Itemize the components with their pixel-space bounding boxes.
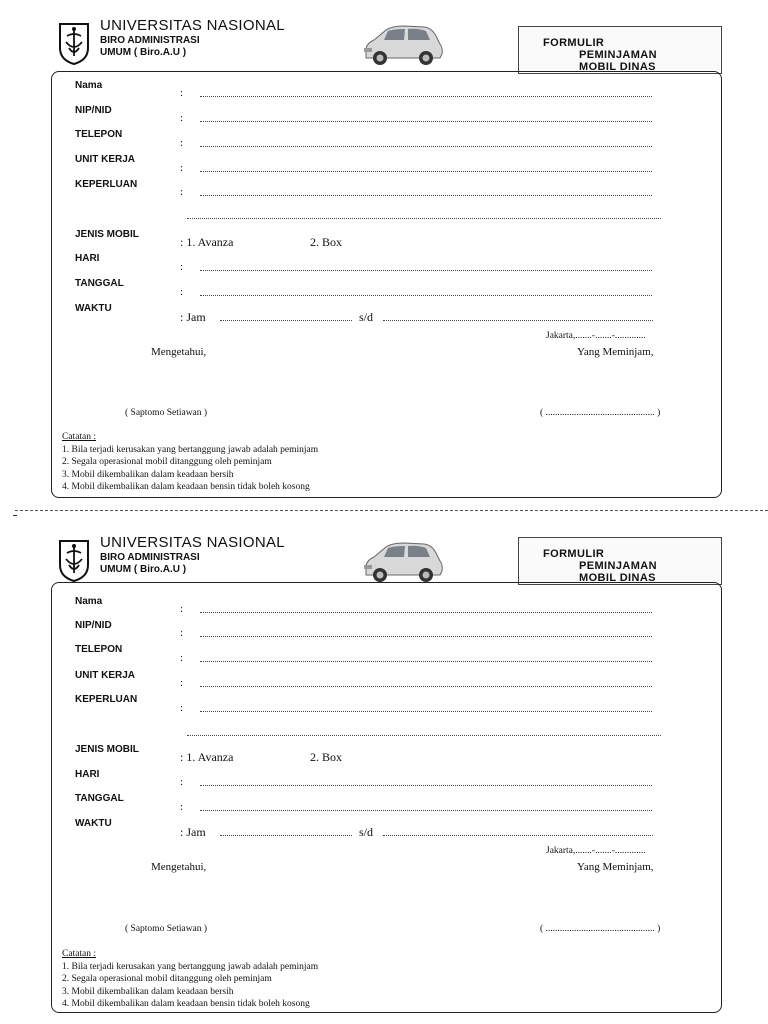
place-date: Jakarta,.......-.......-............. (546, 846, 646, 856)
note-item: 1. Bila terjadi kerusakan yang bertanggung jawab adalah peminjam (62, 961, 319, 972)
keperluan-input-line-2[interactable] (187, 218, 661, 219)
university-crest-icon (57, 22, 91, 66)
university-name: UNIVERSITAS NASIONAL (100, 17, 285, 34)
colon: : (180, 186, 184, 198)
nama-input[interactable] (200, 96, 652, 97)
loan-form-bottom (0, 517, 768, 1007)
cut-line (15, 510, 768, 511)
department-line-2: UMUM ( Biro.A.U ) (100, 47, 187, 58)
borrower-signature[interactable]: ( .............................................. ) (540, 408, 661, 418)
form-title-line-3: MOBIL DINAS (579, 572, 656, 584)
option-box[interactable]: 2. Box (310, 750, 343, 764)
colon: : (180, 286, 184, 298)
note-item: 4. Mobil dikembalikan dalam keadaan bensin tidak boleh kosong (62, 482, 310, 492)
jam-start-input[interactable] (220, 320, 352, 321)
jam-label: : Jam (180, 825, 206, 839)
unit-kerja-input[interactable] (200, 686, 652, 687)
label-keperluan: KEPERLUAN (75, 179, 138, 190)
nip-input[interactable] (200, 636, 652, 637)
label-jenis-mobil: JENIS MOBIL (75, 744, 139, 755)
notes (62, 431, 318, 494)
colon: : (180, 112, 184, 124)
option-avanza[interactable]: : 1. Avanza (180, 750, 234, 764)
colon: : (180, 776, 184, 788)
colon: : (180, 627, 184, 639)
form-title-line-3: MOBIL DINAS (579, 61, 656, 73)
hari-input[interactable] (200, 785, 652, 786)
label-telepon: TELEPON (75, 644, 123, 655)
car-image (360, 18, 446, 70)
cut-mark (13, 515, 17, 516)
mengetahui-label: Mengetahui, (151, 861, 207, 873)
telepon-input[interactable] (200, 146, 652, 147)
nip-input[interactable] (200, 121, 652, 122)
form-title-line-1: FORMULIR (543, 548, 605, 560)
note-item: 4. Mobil dikembalikan dalam keadaan bensin tidak boleh kosong (62, 999, 310, 1009)
university-name: UNIVERSITAS NASIONAL (100, 534, 285, 551)
label-tanggal: TANGGAL (75, 278, 124, 289)
loan-form-top (0, 0, 768, 490)
borrower-signature[interactable]: ( .............................................. ) (540, 924, 661, 934)
label-nip: NIP/NID (75, 620, 112, 631)
note-item: 2. Segala operasional mobil ditanggung oleh peminjam (62, 457, 272, 467)
label-unit-kerja: UNIT KERJA (75, 670, 136, 681)
jam-end-input[interactable] (383, 835, 653, 836)
department-line-2: UMUM ( Biro.A.U ) (100, 564, 187, 575)
nama-input[interactable] (200, 612, 652, 613)
form-title-box (518, 26, 722, 74)
mengetahui-label: Mengetahui, (151, 346, 207, 358)
jam-end-input[interactable] (383, 320, 653, 321)
colon: : (180, 652, 184, 664)
form-title-line-2: PEMINJAMAN (579, 560, 657, 572)
unit-kerja-input[interactable] (200, 171, 652, 172)
department-line-1: BIRO ADMINISTRASI (100, 35, 200, 46)
note-item: 1. Bila terjadi kerusakan yang bertanggung jawab adalah peminjam (62, 444, 319, 455)
label-nama: Nama (75, 596, 103, 607)
label-hari: HARI (75, 253, 100, 264)
label-nip: NIP/NID (75, 105, 112, 116)
yang-meminjam-label: Yang Meminjam, (577, 861, 654, 873)
label-tanggal: TANGGAL (75, 793, 124, 804)
approver-name: ( Saptomo Setiawan ) (125, 408, 208, 418)
form-title-line-1: FORMULIR (543, 37, 605, 49)
keperluan-input[interactable] (200, 195, 652, 196)
notes-heading: Catatan : (62, 432, 97, 442)
colon: : (180, 702, 184, 714)
tanggal-input[interactable] (200, 810, 652, 811)
form-title-line-2: PEMINJAMAN (579, 49, 657, 61)
keperluan-input[interactable] (200, 711, 652, 712)
notes (62, 948, 318, 1011)
label-telepon: TELEPON (75, 129, 123, 140)
colon: : (180, 87, 184, 99)
university-crest-icon (57, 539, 91, 583)
note-item: 3. Mobil dikembalikan dalam keadaan bersih (62, 986, 234, 997)
option-box[interactable]: 2. Box (310, 235, 343, 249)
label-jenis-mobil: JENIS MOBIL (75, 229, 139, 240)
until-label: s/d (359, 825, 374, 839)
label-unit-kerja: UNIT KERJA (75, 154, 136, 165)
label-keperluan: KEPERLUAN (75, 694, 138, 705)
place-date: Jakarta,.......-.......-............. (546, 331, 646, 341)
label-waktu: WAKTU (75, 818, 112, 829)
note-item: 3. Mobil dikembalikan dalam keadaan bersih (62, 469, 234, 480)
colon: : (180, 677, 184, 689)
hari-input[interactable] (200, 270, 652, 271)
telepon-input[interactable] (200, 661, 652, 662)
note-item: 2. Segala operasional mobil ditanggung oleh peminjam (62, 974, 272, 984)
option-avanza[interactable]: : 1. Avanza (180, 235, 234, 249)
form-title-box (518, 537, 722, 585)
colon: : (180, 261, 184, 273)
colon: : (180, 801, 184, 813)
jam-label: : Jam (180, 310, 206, 324)
tanggal-input[interactable] (200, 295, 652, 296)
label-waktu: WAKTU (75, 303, 112, 314)
keperluan-input-line-2[interactable] (187, 735, 661, 736)
label-hari: HARI (75, 769, 100, 780)
colon: : (180, 603, 184, 615)
approver-name: ( Saptomo Setiawan ) (125, 924, 208, 934)
colon: : (180, 137, 184, 149)
notes-heading: Catatan : (62, 949, 97, 959)
colon: : (180, 162, 184, 174)
label-nama: Nama (75, 80, 103, 91)
car-image (360, 535, 446, 587)
until-label: s/d (359, 310, 374, 324)
jam-start-input[interactable] (220, 835, 352, 836)
yang-meminjam-label: Yang Meminjam, (577, 346, 654, 358)
department-line-1: BIRO ADMINISTRASI (100, 552, 200, 563)
